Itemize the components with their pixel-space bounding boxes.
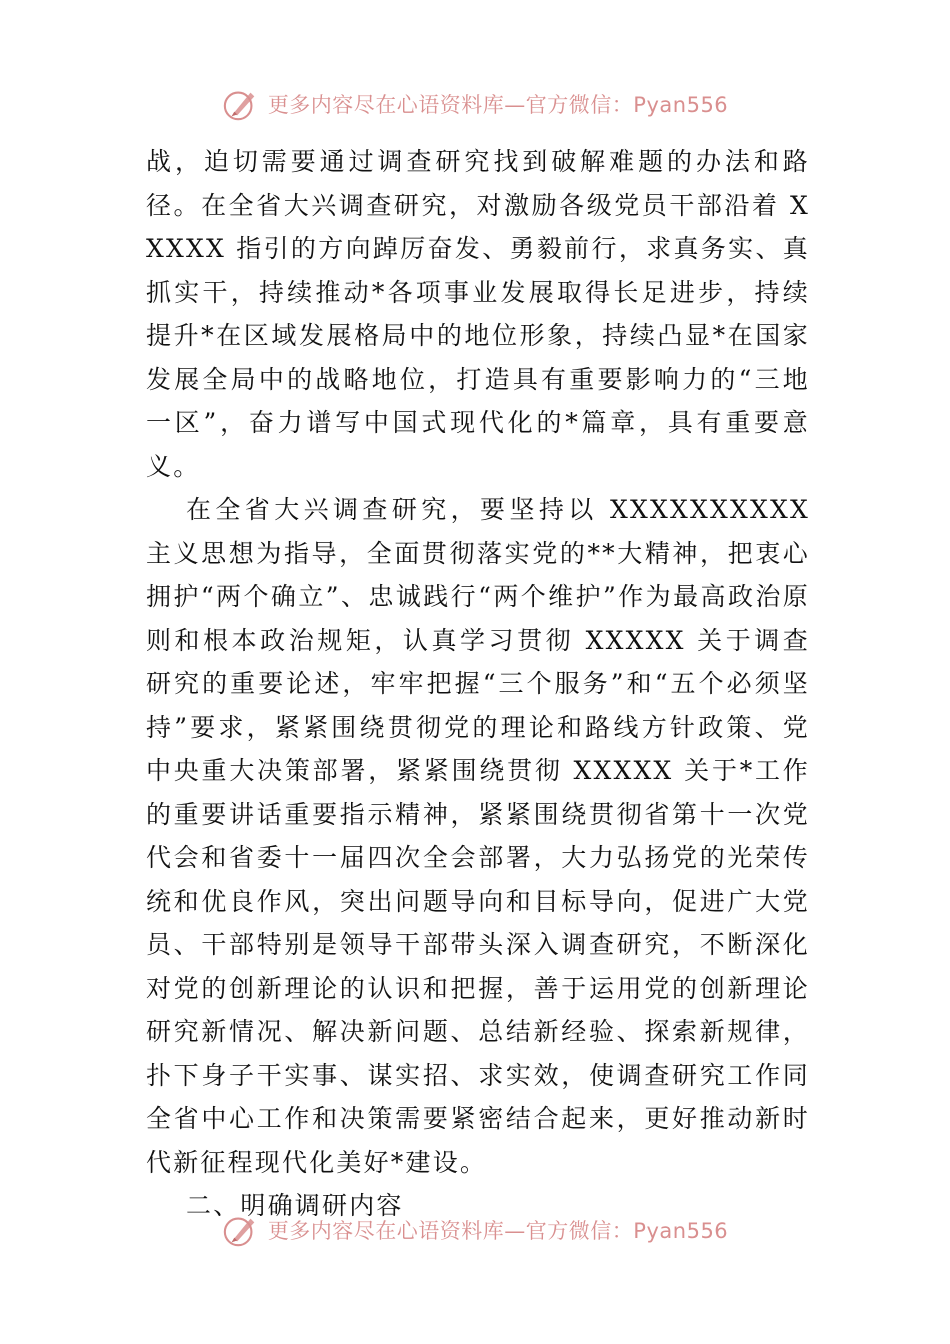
paragraph-2: 在全省大兴调查研究，要坚持以 XXXXXXXXXX 主义思想为指导，全面贯彻落实党的**大精神，把衷心拥护“两个确立”、忠诚践行“两个维护”作为最高政治原则和根本政治规矩，认真学习贯彻 XXXXX 关于调查研究的重要论述，牢牢把握“三个服务”和“五个必须坚持”要求，紧紧围绕贯彻党的理论和路线方针政策、党中央重大决策部署，紧紧围绕贯彻 XXXXX 关于*工作的重要讲话重要指示精神，紧紧围绕贯彻省第十一次党代会和省委十一届四次全会部署，大力弘扬党的光荣传统和优良作风，突出问题导向和目标导向，促进广大党员、干部特别是领导干部带头深入调查研究，不断深化对党的创新理论的认识和把握，善于运用党的创新理论研究新情况、解决新问题、总结新经验、探索新规律，扑下身子干实事、谋实招、求实效，使调查研究工作同全省中心工作和决策需要紧密结合起来，更好推动新时代新征程现代化美好*建设。 <box>146 495 810 1177</box>
document-body <box>146 140 810 1228</box>
section-heading: 二、明确调研内容 <box>186 1191 404 1220</box>
watermark-header <box>0 82 950 126</box>
watermark-footer <box>0 1208 950 1252</box>
watermark-text: 更多内容尽在心语资料库—官方微信：Pyan556 <box>267 1219 729 1243</box>
pen-nib-circle-icon <box>222 85 260 123</box>
watermark-text: 更多内容尽在心语资料库—官方微信：Pyan556 <box>267 93 729 117</box>
pen-nib-circle-icon <box>222 1211 260 1249</box>
paragraph-1: 战，迫切需要通过调查研究找到破解难题的办法和路径。在全省大兴调查研究，对激励各级党员干部沿着 XXXXX 指引的方向踔厉奋发、勇毅前行，求真务实、真抓实干，持续推动*各项事业发展取得长足进步，持续提升*在区域发展格局中的地位形象，持续凸显*在国家发展全局中的战略地位，打造具有重要影响力的“三地一区”，奋力谱写中国式现代化的*篇章，具有重要意义。 <box>146 147 810 481</box>
